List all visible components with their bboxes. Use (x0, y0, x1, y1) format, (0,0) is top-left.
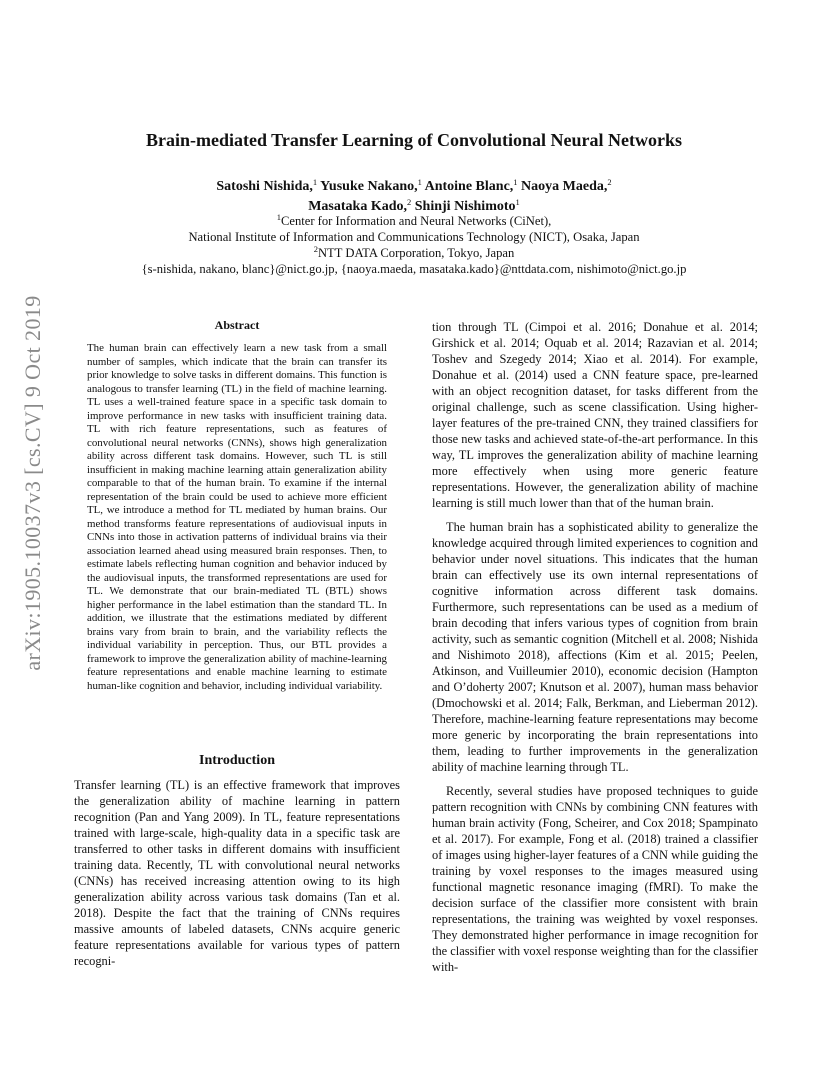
affil-mark: 1 (276, 212, 281, 222)
affiliation-2 (0, 245, 828, 261)
abstract-heading: Abstract (214, 318, 260, 332)
author-name: Shinji Nishimoto (414, 199, 516, 214)
abstract-body: The human brain can effectively learn a new task from a small number of samples, which indicate that the brain can transfer its prior knowledge to solve tasks in different domains. This function is analogous to transfer learning (TL) in the field of machine learning. TL uses a well-trained feature space in a specific task domain to improve performance in new tasks with insufficient training data. TL with rich feature representations, such as features of convolutional neural networks (CNNs), shows high generalization ability across different task domains. However, such TL is still insufficient in making machine learning attain generalization ability comparable to that of the human brain. To examine if the internal representation of the brain could be used to achieve more efficient TL, we introduce a method for TL mediated by human brains. Our method transforms feature representations of audiovisual inputs in CNNs into those in activation patterns of individual brains via their association learned ahead using measured brain responses. Then, to estimate labels reflecting human cognition and behavior induced by the audiovisual inputs, the transformed representations are used for TL. We demonstrate that our brain-mediated TL (BTL) shows higher performance in the label estimation than the standard TL. In addition, we illustrate that the estimations mediated by different brains vary from brain to brain, and the variability reflects the individual variability in perception. Thus, our BTL provides a framework to improve the generalization ability of machine-learning feature representations and enable machine learning to estimate human-like cognition and behavior, including individual variability. (87, 342, 387, 692)
author-name: Masataka Kado, (308, 199, 408, 214)
author-affil-mark: 1 (515, 197, 520, 207)
body-paragraph-3: Recently, several studies have proposed techniques to guide pattern recognition with CNNs by combining CNN features with human brain activity (Fong, Scheirer, and Cox 2018; Spampinato et al. 2017). For example, Fong et al. (2018) trained a classifier of images using higher-layer features of a CNN while guiding the training by voxel responses to the images measured using functional magnetic resonance imaging (fMRI). To make the decision surface of the classifier more consistent with brain representations, the training was weighted by voxel responses. They demonstrated higher performance in image recognition for the classifier with voxel response weighting than for the classifier with- (432, 784, 758, 974)
author-affil-mark: 2 (407, 197, 412, 207)
affiliation-1-line-2: National Institute of Information and Communications Technology (NICT), Osaka, Japan (188, 230, 640, 244)
affil-text: NTT DATA Corporation, Tokyo, Japan (317, 246, 515, 260)
introduction-heading: Introduction (199, 753, 275, 768)
author-name: Yusuke Nakano, (320, 179, 418, 194)
author-name: Antoine Blanc, (424, 179, 514, 194)
affiliations (0, 213, 828, 277)
author-affil-mark: 1 (513, 177, 518, 187)
author-emails: {s-nishida, nakano, blanc}@nict.go.jp, {naoya.maeda, masataka.kado}@nttdata.com, nishimoto@nict.go.jp (141, 262, 687, 276)
affiliation-1-line-1 (0, 213, 828, 229)
introduction-paragraph-1: Transfer learning (TL) is an effective framework that improves the generalization ability of machine learning in pattern recognition (Pan and Yang 2009). In TL, feature representations trained with large-scale, high-quality data in a specific task are transferred to other tasks in different domains with insufficient training data. Recently, TL with convolutional neural networks (CNNs) has received increasing attention owing to its high generalization ability across various task domains (Tan et al. 2018). Despite the fact that the training of CNNs requires massive amounts of labeled datasets, CNNs acquire generic feature representations available for various types of pattern recogni- (74, 778, 400, 968)
arxiv-sidebar-stamp (18, 295, 48, 670)
affil-text: Center for Information and Neural Networks (CiNet), (280, 214, 552, 228)
author-affil-mark: 1 (312, 177, 318, 187)
affil-mark: 2 (313, 244, 318, 254)
author-affil-mark: 1 (417, 177, 422, 187)
author-affil-mark: 2 (607, 177, 612, 187)
body-paragraph-2: The human brain has a sophisticated ability to generalize the knowledge acquired through limited experiences to cognition and behavior under novel situations. This indicates that the human brain can effectively use its own internal representations of cognitive information across different task domains. Furthermore, such representations can be used as a medium of brain decoding that infers various types of cognition from brain activity, such as semantic cognition (Mitchell et al. 2008; Nishida and Nishimoto 2018), affections (Kim et al. 2015; Peelen, Atkinson, and Vuilleumier 2010), economic decision (Hampton and O’doherty 2007; Knutson et al. 2007), human mass behavior (Dmochowski et al. 2014; Falk, Berkman, and Lieberman 2012). Therefore, machine-learning feature representations may become more generic by incorporating the brain representations into them, leading to further improvements in the generalization ability of machine learning through TL. (432, 520, 758, 774)
author-list (0, 177, 828, 217)
arxiv-id: arXiv:1905.10037v3 [cs.CV] 9 Oct 2019 (20, 294, 45, 671)
body-paragraph-continuation: tion through TL (Cimpoi et al. 2016; Donahue et al. 2014; Girshick et al. 2014; Oquab et al. 2014; Razavian et al. 2014; Toshev and Szegedy 2014; Xiao et al. 2014). For example, Donahue et al. (2014) used a CNN feature space, pre-learned with an object recognition dataset, for tasks different from the original challenge, such as scene classification. Using higher-layer features of the pre-trained CNN, they trained classifiers for those new tasks and achieved state-of-the-art performance. In this way, TL improves the generalization ability of machine learning more effectively when using more generic feature representations. However, the generalization ability of machine learning is still much lower than that of the human brain. (432, 320, 758, 510)
author-name: Naoya Maeda, (521, 179, 608, 194)
paper-title: Brain-mediated Transfer Learning of Convolutional Neural Networks (146, 130, 682, 150)
right-column (432, 319, 758, 983)
author-name: Satoshi Nishida, (216, 179, 313, 194)
